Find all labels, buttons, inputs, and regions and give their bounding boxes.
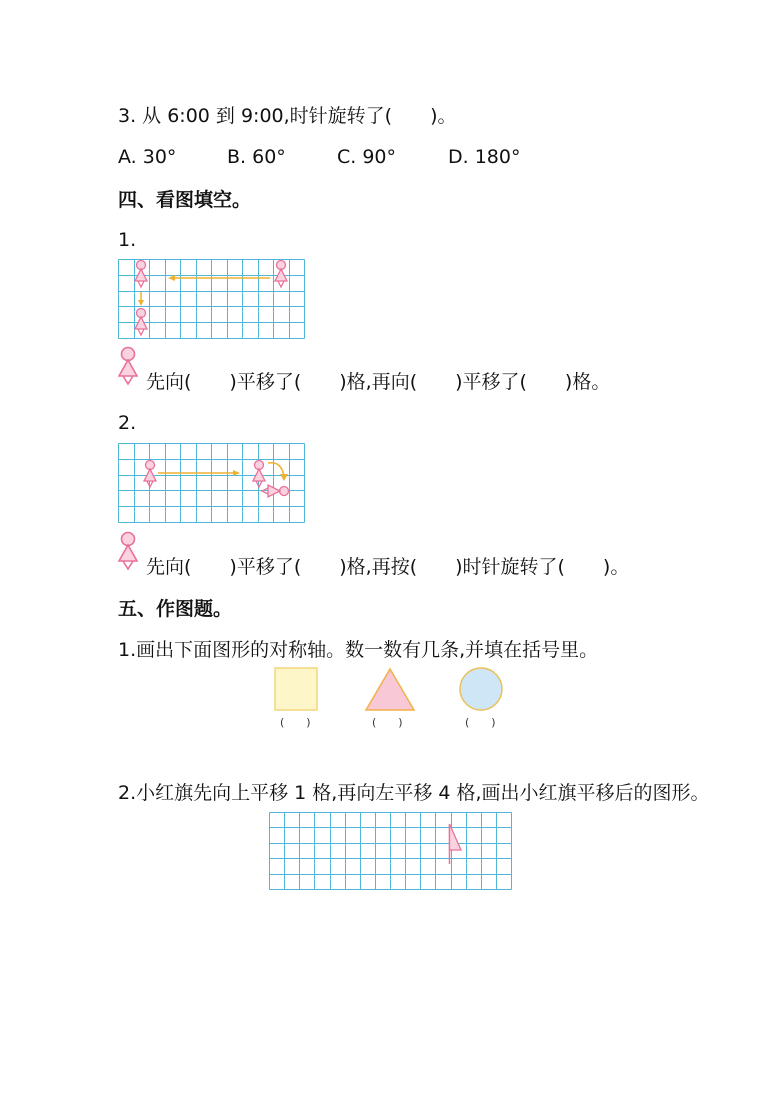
section4-title: 四、看图填空。	[118, 189, 252, 211]
section5-title: 五、作图题。	[118, 598, 233, 620]
section4-item2-number: 2.	[118, 412, 137, 434]
grid-flag-canvas	[269, 812, 512, 890]
q3-stem: 3. 从 6:00 到 9:00,时针旋转了( )。	[118, 105, 457, 127]
q3-option-b: B. 60°	[227, 146, 286, 168]
arrow-down-icon	[138, 292, 144, 306]
girl-figure-icon	[135, 309, 147, 336]
answer-blank-square: ( )	[280, 716, 311, 729]
girl-figure-large-icon	[116, 531, 142, 571]
circle-shape	[460, 668, 502, 710]
q3-option-d: D. 180°	[448, 146, 521, 168]
section5-item2-text: 2.小红旗先向上平移 1 格,再向左平移 4 格,画出小红旗平移后的图形。	[118, 782, 710, 804]
grid-figure-2	[118, 443, 306, 523]
triangle-shape	[366, 669, 414, 710]
grid-figure-1	[118, 259, 306, 339]
girl-figure-large-icon	[116, 346, 142, 386]
answer-blank-circle: ( )	[465, 716, 496, 729]
section4-item1-number: 1.	[118, 229, 137, 251]
square-shape	[275, 668, 317, 710]
q3-option-a: A. 30°	[118, 146, 177, 168]
section4-item1-sentence: 先向( )平移了( )格,再向( )平移了( )格。	[146, 371, 611, 393]
q3-option-c: C. 90°	[337, 146, 397, 168]
girl-figure-icon	[135, 261, 147, 288]
girl-figure-icon	[275, 261, 287, 288]
section5-item1-text: 1.画出下面图形的对称轴。数一数有几条,并填在括号里。	[118, 639, 599, 661]
rotate-arrow-icon	[268, 463, 288, 481]
answer-blank-triangle: ( )	[372, 716, 403, 729]
section4-item2-sentence: 先向( )平移了( )格,再按( )时针旋转了( )。	[146, 556, 630, 578]
symmetry-shapes	[270, 664, 510, 714]
